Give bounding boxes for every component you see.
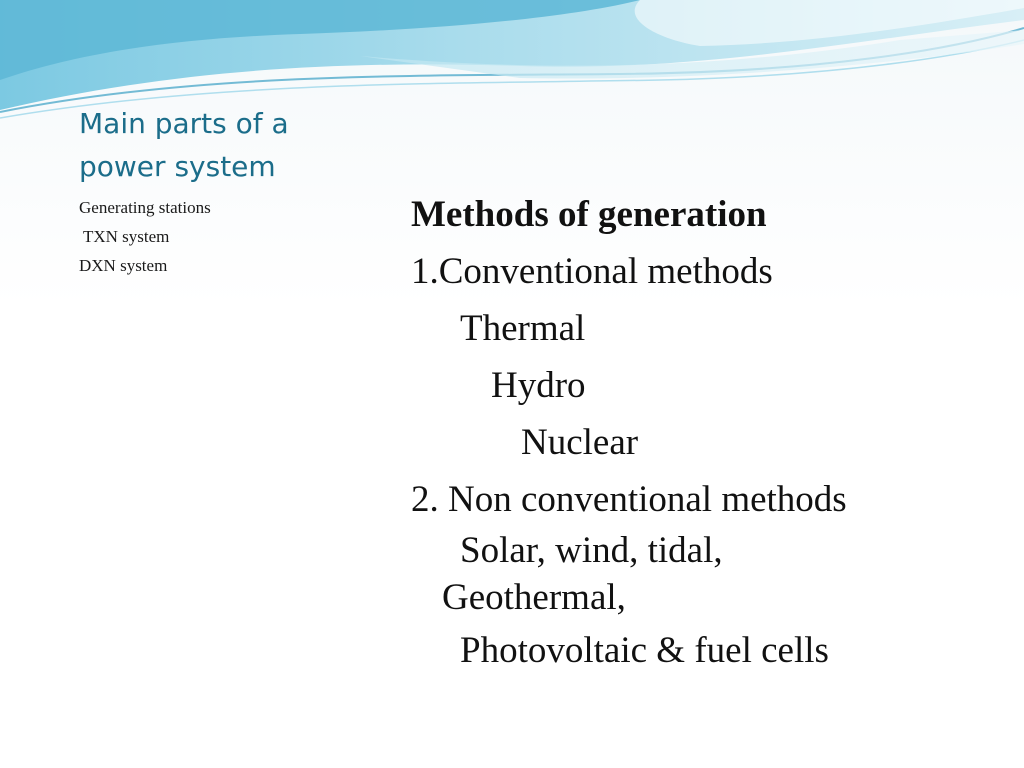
list-item-generating-stations: Generating stations	[79, 198, 211, 217]
method-thermal: Thermal	[460, 308, 586, 349]
slide-title-line-2: power system	[79, 150, 276, 183]
method-photovoltaic-fuel-cells: Photovoltaic & fuel cells	[460, 630, 829, 671]
slide-title	[79, 102, 379, 188]
methods-heading: Methods of generation	[411, 194, 767, 235]
method-solar-wind-tidal: Solar, wind, tidal,	[460, 530, 723, 571]
method-hydro: Hydro	[491, 365, 586, 406]
conventional-methods: 1.Conventional methods	[411, 251, 773, 292]
slide-title-line-1: Main parts of a	[79, 107, 289, 140]
method-geothermal: Geothermal,	[442, 577, 626, 618]
method-nuclear: Nuclear	[521, 422, 639, 463]
non-conventional-methods: 2. Non conventional methods	[411, 479, 847, 520]
list-item-dxn-system: DXN system	[79, 256, 168, 275]
methods-of-generation-block	[411, 186, 847, 679]
list-item-txn-system: TXN system	[79, 227, 170, 246]
power-system-parts-list	[79, 193, 211, 280]
